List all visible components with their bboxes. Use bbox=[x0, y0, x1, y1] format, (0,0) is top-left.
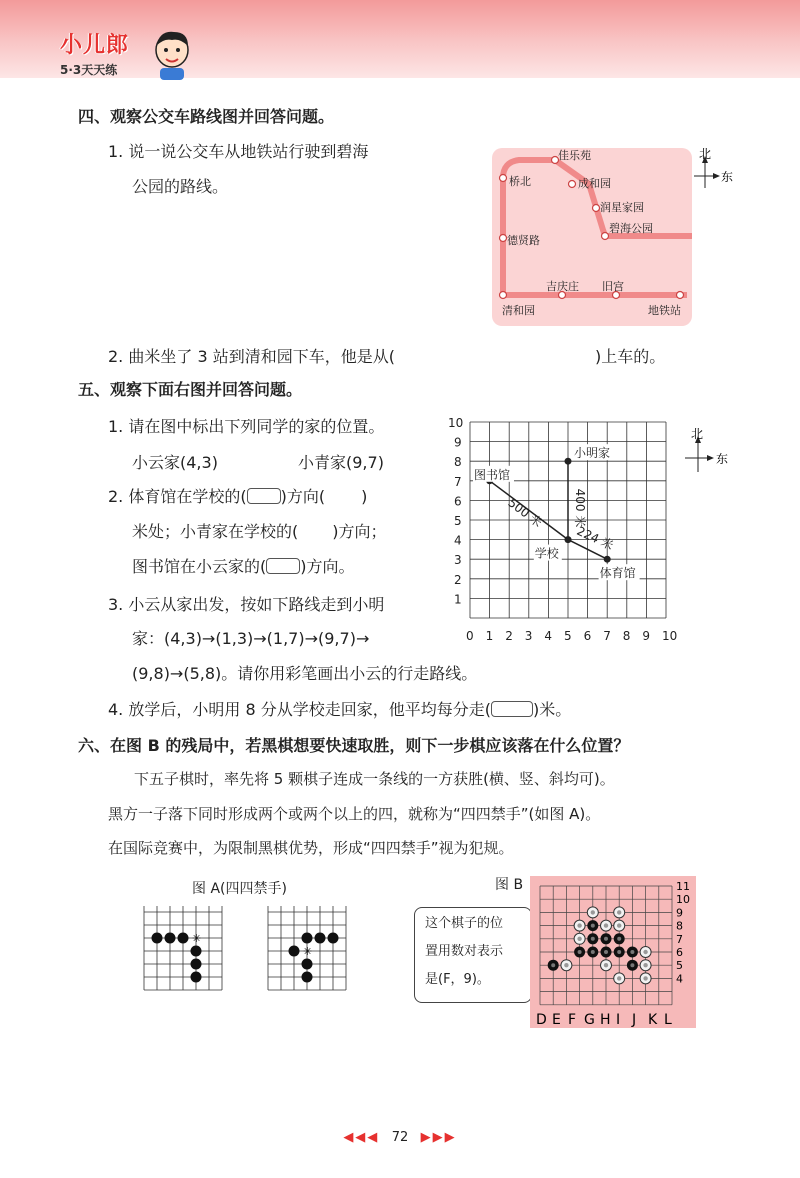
white-stone-center bbox=[604, 923, 608, 927]
station-subway bbox=[677, 292, 684, 299]
x-tick: 5 bbox=[564, 629, 572, 643]
compass-east: 东 bbox=[716, 452, 729, 466]
map-label: 旧宫 bbox=[602, 280, 624, 293]
map-label: 桥北 bbox=[509, 175, 531, 188]
row-label: 11 bbox=[676, 880, 690, 893]
col-label: E bbox=[552, 1012, 561, 1028]
white-stone-center bbox=[591, 910, 595, 914]
place-label: 体育馆 bbox=[599, 566, 636, 581]
logo-brand: 小儿郎 bbox=[60, 33, 130, 58]
compass-north: 北 bbox=[691, 427, 704, 441]
col-label: K bbox=[648, 1012, 658, 1028]
y-tick: 6 bbox=[454, 494, 462, 509]
s5-q1-a: 小云家(4,3) bbox=[132, 453, 218, 472]
distance-label: 400 米 bbox=[573, 488, 587, 528]
place-dot bbox=[565, 458, 572, 465]
row-label: 10 bbox=[676, 893, 690, 907]
y-tick: 10 bbox=[448, 418, 464, 430]
y-tick: 4 bbox=[454, 533, 462, 548]
x-tick: 0 bbox=[466, 629, 474, 643]
black-stone-center bbox=[617, 950, 621, 954]
row-label: 4 bbox=[676, 972, 683, 986]
station-runxing bbox=[593, 205, 600, 212]
place-label: 学校 bbox=[534, 546, 559, 561]
black-stone bbox=[191, 946, 202, 957]
white-stone-center bbox=[617, 910, 621, 914]
x-tick: 4 bbox=[544, 629, 553, 643]
mascot-icon bbox=[150, 28, 194, 80]
col-label: D bbox=[536, 1012, 547, 1028]
col-label: G bbox=[584, 1012, 595, 1028]
place-dot bbox=[565, 536, 572, 543]
black-stone bbox=[152, 933, 163, 944]
col-label: H bbox=[600, 1012, 611, 1028]
station-qiaobei bbox=[500, 175, 507, 182]
black-stone-center bbox=[578, 950, 582, 954]
row-label: 5 bbox=[676, 959, 683, 973]
callout-box bbox=[414, 907, 532, 1003]
figure-a-board bbox=[140, 906, 360, 996]
s4-q1-line2: 公园的路线。 bbox=[132, 177, 229, 196]
map-label: 地铁站 bbox=[648, 304, 681, 317]
map-label: 吉庆庄 bbox=[546, 280, 579, 293]
bus-route-map bbox=[492, 148, 692, 326]
place-dot bbox=[604, 556, 611, 563]
black-stone bbox=[178, 933, 189, 944]
place-label: 图书馆 bbox=[474, 467, 511, 482]
black-stone bbox=[289, 946, 300, 957]
prev-arrows-icon: ◀◀◀ bbox=[343, 1130, 380, 1145]
col-label: L bbox=[664, 1012, 672, 1028]
s5-q2-line1: 2. 体育馆在学校的( )方向( ) bbox=[108, 487, 368, 506]
x-tick: 1 bbox=[485, 629, 494, 643]
station-bihai bbox=[602, 233, 609, 240]
black-stone bbox=[302, 972, 313, 983]
x-tick: 8 bbox=[622, 629, 631, 643]
section5-title: 五、观察下面右图并回答问题。 bbox=[78, 380, 303, 399]
station-qinghe bbox=[500, 292, 507, 299]
black-stone bbox=[165, 933, 176, 944]
section4-title: 四、观察公交车路线图并回答问题。 bbox=[78, 107, 335, 126]
s5-q1-b: 小青家(9,7) bbox=[298, 453, 384, 472]
x-tick: 3 bbox=[524, 629, 533, 643]
col-label: F bbox=[568, 1012, 577, 1028]
star-mark: ✳ bbox=[303, 945, 313, 958]
s4-q2 bbox=[108, 342, 665, 372]
map-label: 碧海公园 bbox=[609, 222, 653, 235]
black-stone-center bbox=[551, 963, 555, 967]
black-stone bbox=[302, 959, 313, 970]
s5-q4: 4. 放学后，小明用 8 分从学校走回家，他平均每分走( )米。 bbox=[108, 700, 572, 719]
col-label: I bbox=[616, 1012, 621, 1028]
x-tick: 10 bbox=[662, 629, 678, 643]
black-stone-center bbox=[630, 963, 634, 967]
page-footer bbox=[0, 1130, 800, 1145]
coordinate-grid bbox=[444, 418, 680, 646]
black-stone-center bbox=[591, 924, 595, 928]
compass-north: 北 bbox=[699, 147, 712, 161]
s4-q1-line1: 1. 说一说公交车从地铁站行驶到碧海 bbox=[108, 142, 369, 161]
s5-q2-line2: 米处；小青家在学校的( )方向； bbox=[132, 522, 387, 541]
section6-title: 六、在图 B 的残局中，若黑棋想要快速取胜，则下一步棋应该落在什么位置？ bbox=[78, 736, 630, 755]
white-stone-center bbox=[617, 976, 621, 980]
y-tick: 2 bbox=[454, 572, 462, 587]
s6-para3: 在国际竞赛中，为限制黑棋优势，形成“四四禁手”视为犯规。 bbox=[108, 839, 514, 857]
compass-grid bbox=[682, 426, 732, 474]
white-stone-center bbox=[604, 963, 608, 967]
black-stone-center bbox=[617, 937, 621, 941]
distance-label: 224 米 bbox=[574, 523, 616, 553]
s6-para1: 下五子棋时，率先将 5 颗棋子连成一条线的一方获胜(横、竖、斜均可)。 bbox=[134, 770, 615, 788]
black-stone-center bbox=[591, 950, 595, 954]
callout-line: 置用数对表示 bbox=[425, 944, 504, 959]
s4-q2-end: )上车的。 bbox=[594, 347, 666, 366]
map-label: 德贤路 bbox=[507, 234, 540, 247]
y-tick: 9 bbox=[454, 435, 462, 450]
logo bbox=[60, 28, 129, 78]
next-arrows-icon: ▶▶▶ bbox=[420, 1130, 457, 1145]
black-stone bbox=[302, 933, 313, 944]
s4-q2-start: 2. 曲米坐了 3 站到清和园下车，他是从( bbox=[108, 347, 395, 366]
place-label: 小明家 bbox=[574, 446, 611, 461]
white-stone-center bbox=[577, 937, 581, 941]
s6-para2: 黑方一子落下同时形成两个或两个以上的四，就称为“四四禁手”(如图 A)。 bbox=[108, 805, 601, 823]
station-dexian bbox=[500, 235, 507, 242]
row-label: 9 bbox=[676, 906, 683, 920]
black-stone bbox=[191, 972, 202, 983]
y-tick: 3 bbox=[454, 553, 462, 568]
white-stone-center bbox=[643, 950, 647, 954]
callout-line: 是(F，9)。 bbox=[425, 972, 490, 987]
figure-b-board bbox=[530, 876, 698, 1028]
star-mark: ✳ bbox=[192, 932, 202, 945]
col-label: J bbox=[632, 1012, 637, 1028]
map-label: 润星家园 bbox=[600, 201, 644, 214]
white-stone-center bbox=[643, 963, 647, 967]
distance-label: 500 米 bbox=[505, 495, 545, 531]
x-tick: 2 bbox=[505, 629, 513, 643]
page-number: 72 bbox=[391, 1130, 409, 1145]
black-stone bbox=[328, 933, 339, 944]
y-tick: 5 bbox=[454, 514, 462, 528]
s5-q3-line2: 家：(4,3)→(1,3)→(1,7)→(9,7)→ bbox=[132, 629, 370, 648]
white-stone-center bbox=[564, 963, 568, 967]
black-stone-center bbox=[604, 937, 608, 941]
black-stone-center bbox=[604, 950, 608, 954]
x-tick: 9 bbox=[642, 629, 651, 643]
black-stone bbox=[315, 933, 326, 944]
row-label: 6 bbox=[676, 946, 683, 959]
figA-title: 图 A(四四禁手) bbox=[192, 881, 287, 897]
y-tick: 8 bbox=[454, 455, 462, 470]
white-stone-center bbox=[577, 923, 581, 927]
callout-line: 这个棋子的位 bbox=[425, 916, 504, 931]
black-stone bbox=[191, 959, 202, 970]
row-label: 8 bbox=[676, 919, 683, 933]
map-label: 佳乐苑 bbox=[558, 149, 591, 162]
white-stone-center bbox=[617, 923, 621, 927]
figB-title: 图 B bbox=[495, 877, 524, 893]
s5-q3-line1: 3. 小云从家出发，按如下路线走到小明 bbox=[108, 595, 385, 614]
s5-q2-line3: 图书馆在小云家的( )方向。 bbox=[132, 557, 355, 576]
station-chenghe bbox=[569, 181, 576, 188]
x-tick: 6 bbox=[583, 629, 592, 643]
logo-sub: 5·3天天练 bbox=[60, 63, 118, 77]
compass-east: 东 bbox=[721, 170, 734, 184]
black-stone-center bbox=[630, 950, 634, 954]
s5-q1: 1. 请在图中标出下列同学的家的位置。 bbox=[108, 417, 385, 436]
map-label: 清和园 bbox=[502, 304, 535, 317]
map-label: 成和园 bbox=[578, 177, 611, 190]
white-stone-center bbox=[643, 976, 647, 980]
compass-map bbox=[690, 146, 736, 190]
black-stone-center bbox=[591, 937, 595, 941]
y-tick: 7 bbox=[454, 474, 462, 489]
y-tick: 1 bbox=[454, 592, 462, 607]
x-tick: 7 bbox=[603, 629, 611, 643]
row-label: 7 bbox=[676, 932, 683, 946]
s5-q3-line3: (9,8)→(5,8)。请你用彩笔画出小云的行走路线。 bbox=[132, 664, 478, 683]
